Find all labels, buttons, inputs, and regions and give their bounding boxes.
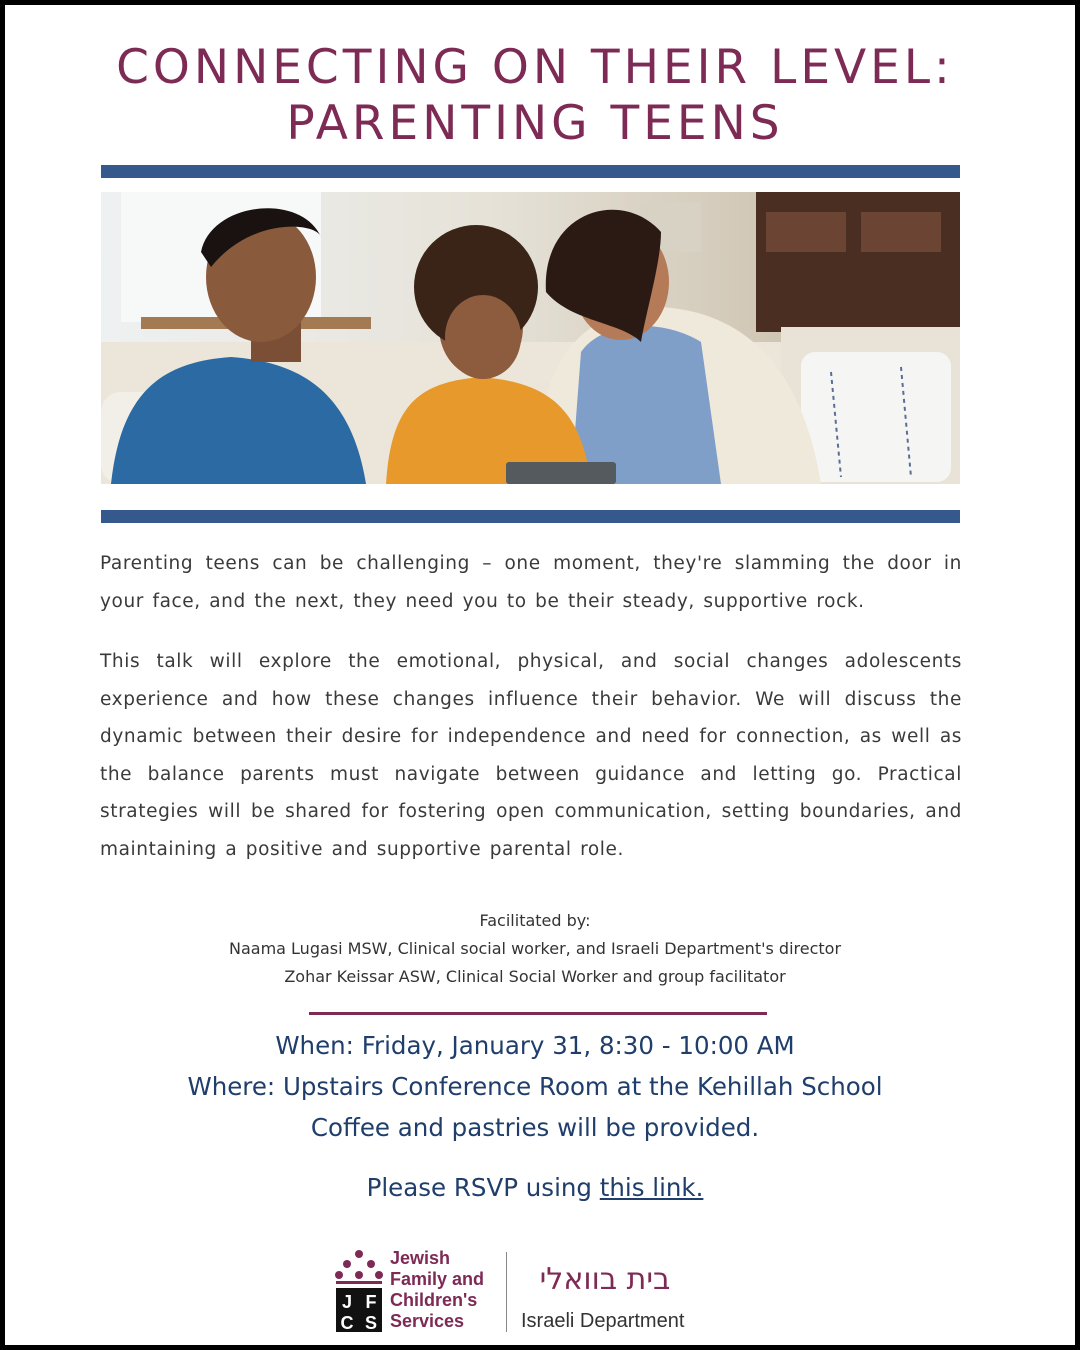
- bottom-blue-divider: [101, 510, 960, 523]
- event-when: When: Friday, January 31, 8:30 - 10:00 AM: [275, 1031, 795, 1060]
- svg-text:C: C: [340, 1313, 354, 1333]
- rsvp-line: [0, 1173, 1070, 1202]
- israeli-department-label: Israeli Department: [521, 1310, 685, 1332]
- svg-text:J: J: [341, 1292, 353, 1312]
- top-blue-divider: [101, 165, 960, 178]
- jfcs-line-3: Children's: [390, 1290, 478, 1310]
- jfcs-line-2: Family and: [390, 1269, 485, 1289]
- logo-divider: [506, 1252, 507, 1332]
- jfcs-logo: [333, 1248, 493, 1338]
- jfcs-line-4: Services: [390, 1311, 465, 1331]
- intro-paragraph: Parenting teens can be challenging – one moment, they're slamming the door in your face, and the next, they need you to be their steady, supportive rock.: [100, 553, 962, 612]
- rsvp-link[interactable]: this link.: [599, 1173, 704, 1202]
- jfcs-wordmark: [390, 1248, 484, 1332]
- facilitator-2: Zohar Keissar ASW, Clinical Social Worker and group facilitator: [284, 967, 786, 986]
- event-details: [0, 1025, 1070, 1148]
- title-line-1: CONNECTING ON THEIR LEVEL:: [116, 40, 954, 95]
- family-photo: [101, 192, 960, 484]
- jfcs-emblem-icon: [333, 1248, 385, 1334]
- event-where: Where: Upstairs Conference Room at the Kehillah School: [187, 1072, 883, 1101]
- page-title: [0, 40, 1075, 152]
- title-line-2: PARENTING TEENS: [286, 96, 784, 151]
- svg-text:F: F: [365, 1292, 377, 1312]
- rsvp-prefix: Please RSVP using: [366, 1173, 592, 1202]
- description-paragraph: This talk will explore the emotional, physical, and social changes adolescents experience and how these changes influence their behavior. We will discuss the dynamic between their desire for independence and need for connection, as well as the balance parents must navigate between guidance and letting go. Practical strategies will be shared for fostering open communication, setting boundaries, and maintaining a positive and supportive parental role.: [100, 651, 962, 860]
- jfcs-line-1: Jewish: [390, 1248, 451, 1268]
- maroon-divider: [309, 1012, 767, 1015]
- event-refreshments: Coffee and pastries will be provided.: [310, 1113, 760, 1142]
- facilitators-block: [0, 907, 1070, 991]
- facilitator-1: Naama Lugasi MSW, Clinical social worker, and Israeli Department's director: [228, 939, 842, 958]
- hebrew-logo-name: בית בוואלי: [539, 1262, 671, 1297]
- svg-text:S: S: [364, 1313, 378, 1333]
- facilitators-heading: Facilitated by:: [479, 911, 591, 930]
